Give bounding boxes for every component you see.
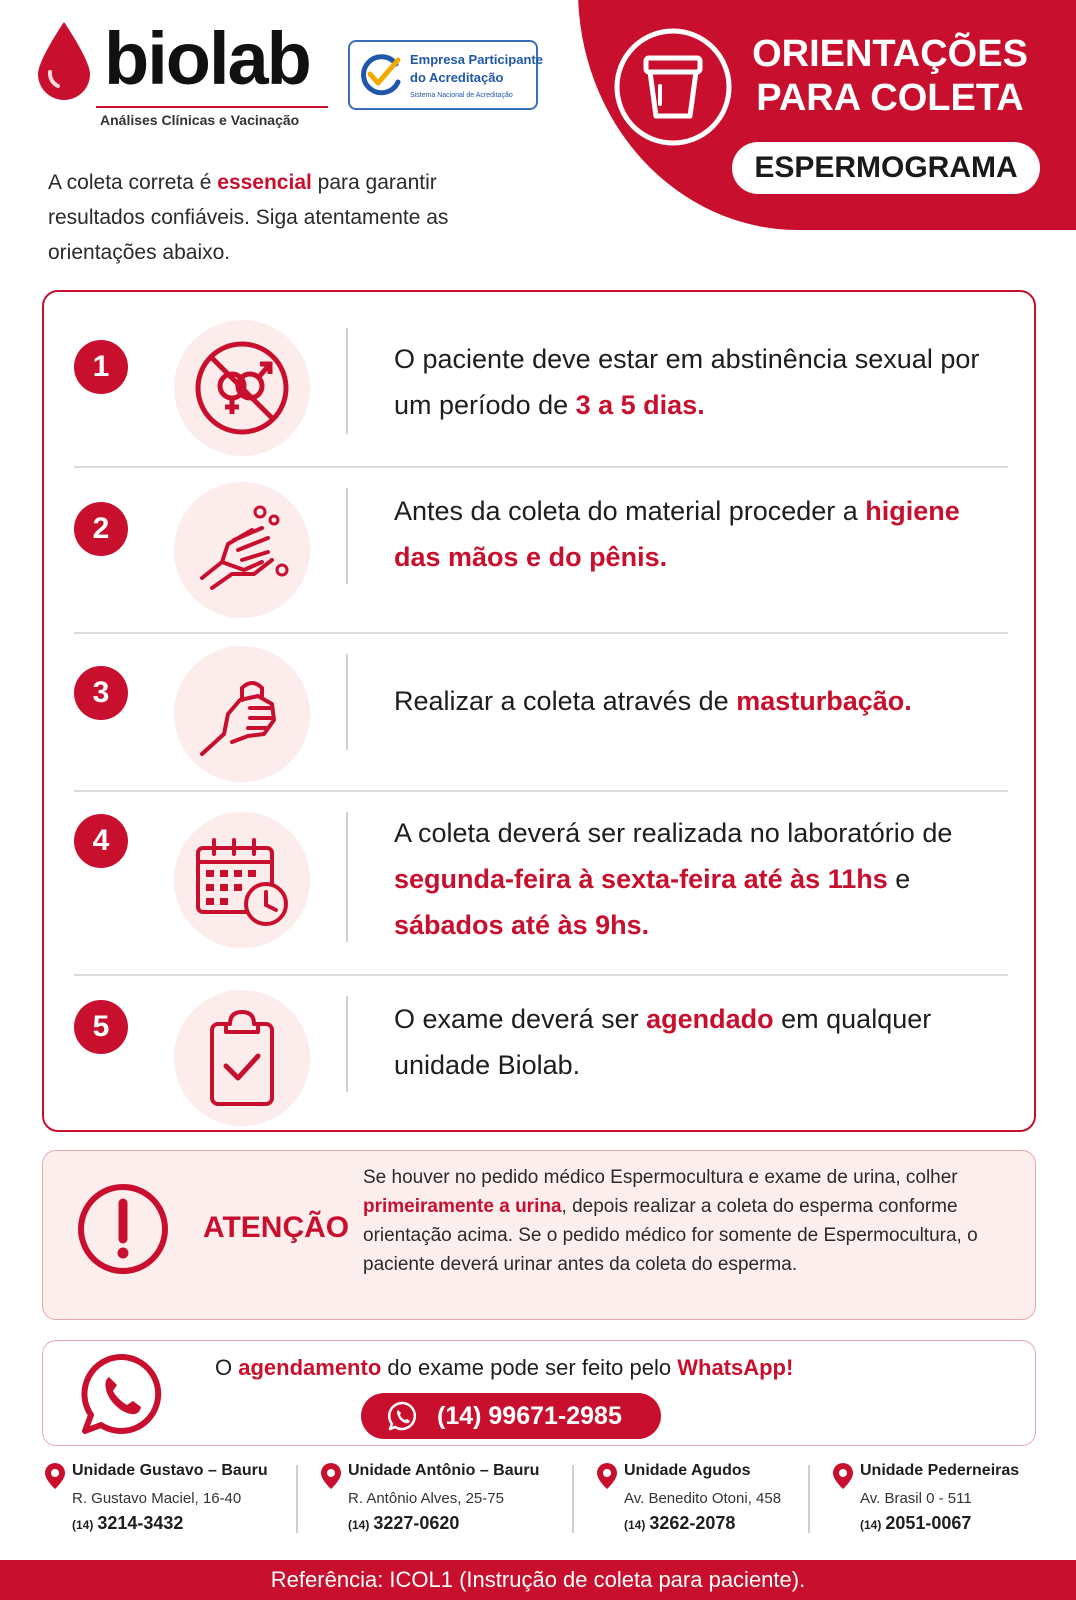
reference-footer: Referência: ICOL1 (Instrução de coleta para paciente). [0, 1560, 1076, 1600]
step-5-text [394, 996, 1004, 1088]
step-4-highlight: segunda-feira à sexta-feira até às 11hs [394, 864, 888, 894]
step-5-text-before: O exame deverá ser [394, 1004, 647, 1034]
attention-after: , depois realizar a coleta do esperma conforme orientação acima. Se o pedido médico for somente de Espermocultura, o paciente deverá urinar antes da coleta do esperma. [363, 1196, 978, 1275]
step-2-text-before: Antes da coleta do material proceder a [394, 496, 866, 526]
whatsapp-text-1: O [215, 1355, 239, 1380]
accreditation-check-icon [358, 52, 404, 98]
collection-cup-icon [612, 26, 734, 148]
step-number: 1 [74, 340, 128, 394]
step-number: 5 [74, 1000, 128, 1054]
unit-phone-number: 2051-0067 [885, 1513, 972, 1533]
step-separator [346, 654, 348, 750]
location-pin-icon [44, 1462, 66, 1490]
unit-phone-number: 3214-3432 [97, 1513, 184, 1533]
accreditation-line-1: Empresa Participante [410, 52, 543, 67]
no-sex-icon [192, 338, 292, 438]
unit-phone [860, 1513, 971, 1534]
unit-address: R. Antônio Alves, 25-75 [348, 1490, 504, 1507]
banner-title-line-2: PARA COLETA [756, 77, 1024, 119]
unit-address: Av. Benedito Otoni, 458 [624, 1490, 782, 1507]
banner-title [740, 32, 1040, 120]
logo-underline [96, 106, 328, 108]
unit-name: Unidade Antônio – Bauru [348, 1462, 540, 1479]
calendar-clock-icon [192, 830, 292, 930]
step-divider [74, 974, 1008, 976]
whatsapp-text-2: do exame pode ser feito pelo [381, 1355, 678, 1380]
attention-box [42, 1150, 1036, 1320]
attention-before: Se houver no pedido médico Espermocultura e exame de urina, colher [363, 1167, 958, 1188]
unit-phone [72, 1513, 183, 1534]
whatsapp-icon [79, 1351, 165, 1437]
step-icon-bg [174, 320, 310, 456]
intro-text [48, 165, 518, 270]
step-5-highlight: agendado [646, 1004, 774, 1034]
banner-title-line-1: ORIENTAÇÕES [752, 33, 1028, 75]
unit-phone [624, 1513, 735, 1534]
step-3-highlight: masturbação. [736, 686, 912, 716]
step-icon-bg [174, 646, 310, 782]
accreditation-badge [348, 40, 543, 110]
whatsapp-highlight-2: WhatsApp! [677, 1355, 794, 1380]
step-number: 3 [74, 666, 128, 720]
step-number: 4 [74, 814, 128, 868]
step-1-text [394, 336, 1004, 428]
attention-highlight: primeiramente a urina [363, 1196, 562, 1217]
unit-name: Unidade Agudos [624, 1462, 751, 1479]
step-icon-bg [174, 812, 310, 948]
step-5-text-after: em qualquer unidade Biolab. [394, 1004, 932, 1080]
unit-ddd: (14) [624, 1518, 646, 1532]
step-4-text-mid: e [887, 864, 911, 894]
step-separator [346, 488, 348, 584]
step-divider [74, 466, 1008, 468]
unit-separator [808, 1465, 810, 1533]
whatsapp-phone-number: (14) 99671-2985 [437, 1402, 622, 1430]
brand-logo-text: biolab [104, 17, 310, 100]
unit-address: Av. Brasil 0 - 511 [860, 1490, 972, 1507]
location-pin-icon [832, 1462, 854, 1490]
unit-phone-number: 3262-2078 [649, 1513, 736, 1533]
accreditation-line-2: do Acreditação [410, 70, 504, 85]
unit-ddd: (14) [860, 1518, 882, 1532]
unit-name: Unidade Gustavo – Bauru [72, 1462, 268, 1479]
whatsapp-small-icon [387, 1400, 419, 1432]
intro-after: para garantir resultados confiáveis. Siga atentamente as orientações abaixo. [48, 171, 449, 264]
hand-fist-icon [192, 664, 292, 764]
step-separator [346, 812, 348, 942]
clipboard-check-icon [192, 1008, 292, 1108]
step-3-text [394, 678, 1004, 724]
attention-text [363, 1163, 1003, 1279]
intro-before: A coleta correta é [48, 171, 218, 194]
step-2-text [394, 488, 1004, 580]
step-separator [346, 328, 348, 434]
steps-panel [42, 290, 1036, 1132]
step-divider [74, 790, 1008, 792]
unit-separator [572, 1465, 574, 1533]
intro-highlight: essencial [217, 171, 312, 194]
step-separator [346, 996, 348, 1092]
unit-separator [296, 1465, 298, 1533]
accreditation-line-3: Sistema Nacional de Acreditação [410, 92, 513, 99]
blood-drop-logo-icon [34, 20, 94, 102]
attention-label: ATENÇÃO [203, 1211, 350, 1244]
hand-washing-icon [192, 500, 292, 600]
brand-tagline: Análises Clínicas e Vacinação [100, 112, 300, 128]
unit-phone-number: 3227-0620 [373, 1513, 460, 1533]
unit-ddd: (14) [72, 1518, 94, 1532]
step-icon-bg [174, 482, 310, 618]
step-4-text [394, 810, 1004, 948]
whatsapp-message [215, 1355, 793, 1381]
step-2-highlight: higiene das mãos e do pênis. [394, 496, 960, 572]
step-3-text-before: Realizar a coleta através de [394, 686, 737, 716]
step-icon-bg [174, 990, 310, 1126]
whatsapp-phone-button[interactable] [361, 1393, 661, 1439]
step-1-highlight: 3 a 5 dias. [575, 390, 705, 420]
whatsapp-box [42, 1340, 1036, 1446]
whatsapp-highlight-1: agendamento [238, 1355, 382, 1380]
step-divider [74, 632, 1008, 634]
unit-phone [348, 1513, 459, 1534]
step-1-text-before: O paciente deve estar em abstinência sexual por um período de [394, 344, 980, 420]
step-4-text-before: A coleta deverá ser realizada no laboratório de [394, 818, 953, 848]
unit-address: R. Gustavo Maciel, 16-40 [72, 1490, 242, 1507]
location-pin-icon [596, 1462, 618, 1490]
unit-name: Unidade Pederneiras [860, 1462, 1020, 1479]
step-number: 2 [74, 502, 128, 556]
exam-name-pill: ESPERMOGRAMA [732, 142, 1040, 194]
exclamation-icon [75, 1181, 171, 1277]
location-pin-icon [320, 1462, 342, 1490]
unit-ddd: (14) [348, 1518, 370, 1532]
step-4-highlight-2: sábados até às 9hs. [394, 910, 650, 940]
